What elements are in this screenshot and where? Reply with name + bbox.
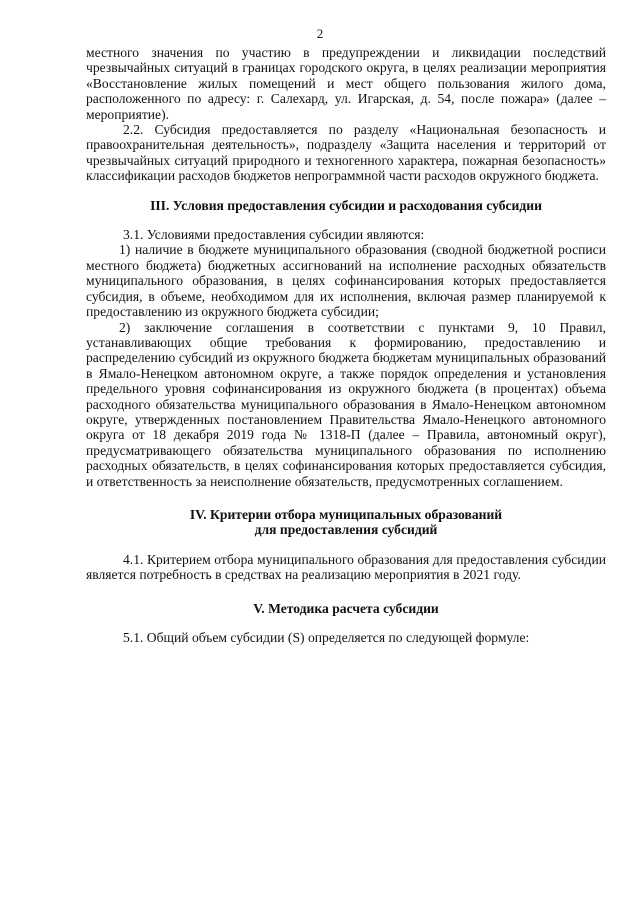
clause-3-1: 3.1. Условиями предоставления субсидии являются: xyxy=(123,227,425,243)
section-4-title-line2: для предоставления субсидий xyxy=(254,522,438,538)
condition-item-1: 1) наличие в бюджете муниципального образования (сводной бюджетной росписи местного бюджета) бюджетных ассигнований на исполнение расходных обязательств муниципального образования, в целях софинансирования которых предоставляется субсидия, в объеме, необходимом для их исполнения, включая размер планируемой к предоставлению из окружного бюджета субсидии; xyxy=(86,242,606,320)
clause-2-2: 2.2. Субсидия предоставляется по разделу «Национальная безопасность и правоохранительная деятельность», подразделу «Защита населения и территорий от чрезвычайных ситуаций природного и техногенного характера, пожарная безопасность» классификации расходов бюджетов непрограммной части расходов окружного бюджета. xyxy=(86,122,606,184)
clause-4-1: 4.1. Критерием отбора муниципального образования для предоставления субсидии является потребность в средствах на реализацию мероприятия в 2021 году. xyxy=(86,551,606,583)
condition-item-2: 2) заключение соглашения в соответствии с пунктами 9, 10 Правил, устанавливающих общие требования к формированию, предоставлению и распределению субсидий из окружного бюджета бюджетам муниципальных образований в Ямало-Ненецком автономном округе, а также порядок определения и установления предельного уровня софинансирования из окружного бюджета (в процентах) объема расходного обязательства муниципального образования в Ямало-Ненецком автономном округе, утвержденных постановлением Правительства Ямало-Ненецкого автономного округа от 18 декабря 2019 года № 1318-П (далее – Правила, автономный округ), предусматривающего обязательства муниципального образования по исполнению расходных обязательств, в целях софинансирования которых предоставляется субсидия, и ответственность за неисполнение обязательств, предусмотренных соглашением. xyxy=(86,319,606,489)
section-4-title-line1: IV. Критерии отбора муниципальных образований xyxy=(189,506,503,522)
intro-continuation: местного значения по участию в предупреждении и ликвидации последствий чрезвычайных ситуаций в границах городского округа, в целях реализации мероприятия «Восстановление жилых помещений и мест общего пользования жилого дома, расположенного по адресу: г. Салехард, ул. Игарская, д. 54, после пожара» (далее – мероприятие). xyxy=(86,45,606,122)
document-body xyxy=(86,45,606,685)
section-5-title: V. Методика расчета субсидии xyxy=(253,600,439,616)
page-number: 2 xyxy=(316,26,324,41)
clause-5-1: 5.1. Общий объем субсидии (S) определяется по следующей формуле: xyxy=(123,630,530,645)
section-3-title: III. Условия предоставления субсидии и расходования субсидии xyxy=(150,197,542,213)
